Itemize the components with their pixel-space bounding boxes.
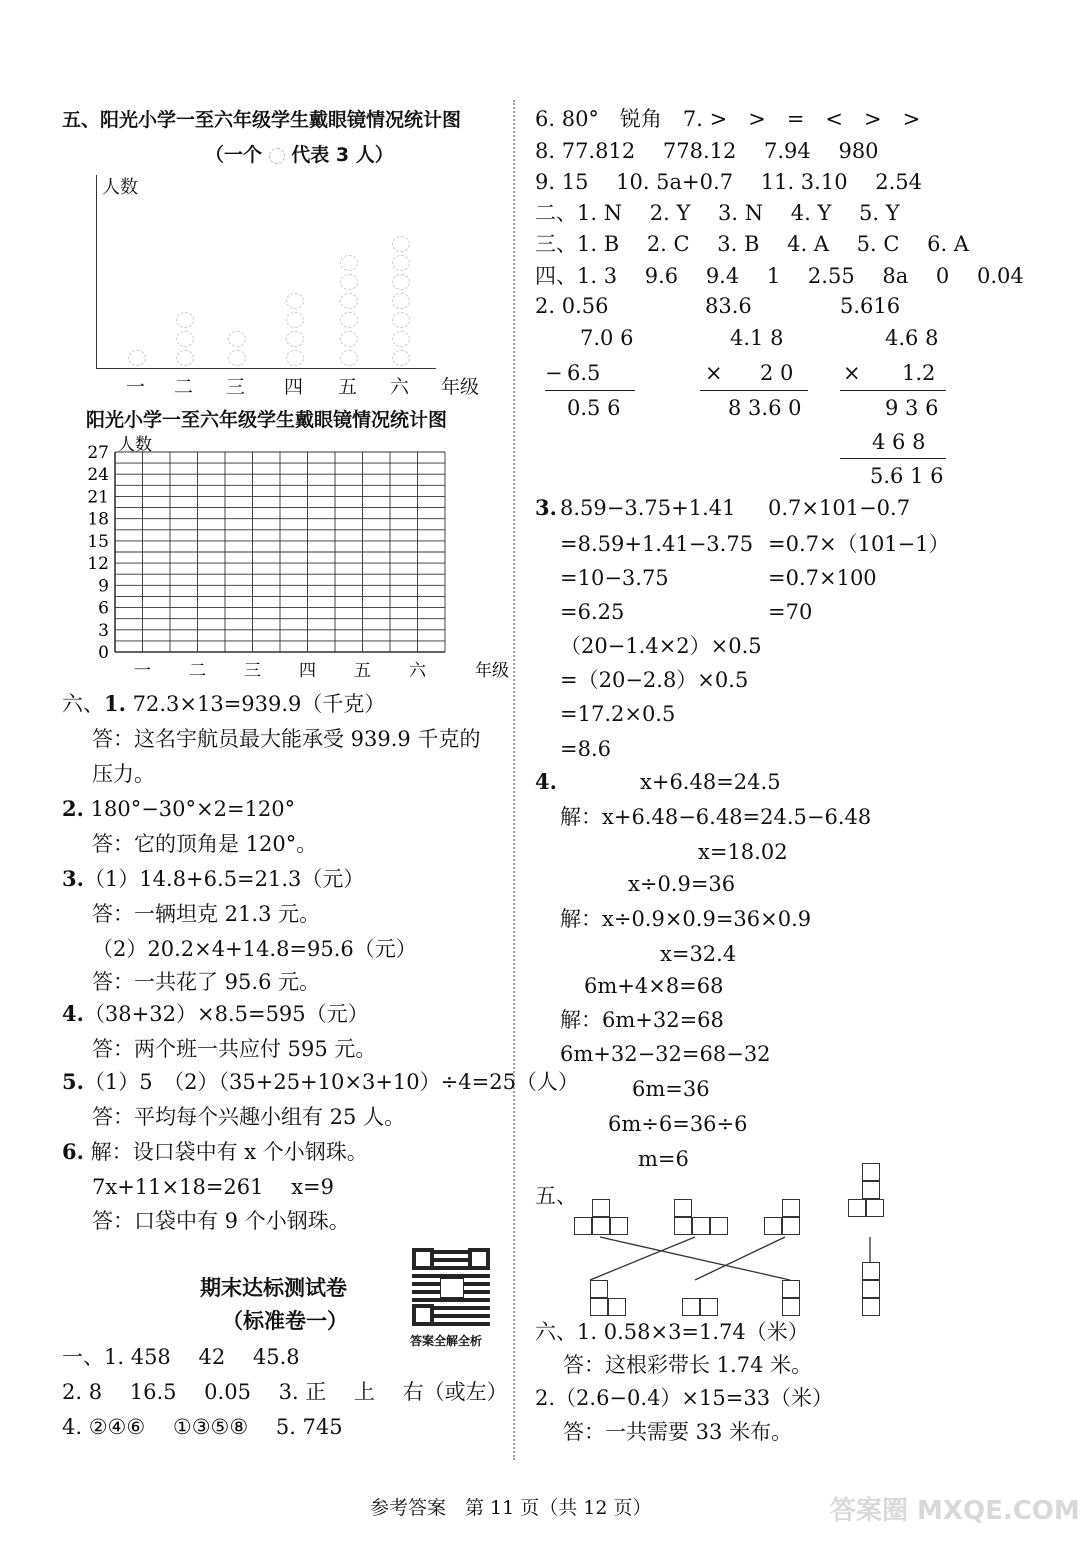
pictograph-icon <box>340 274 358 290</box>
pictograph-icon <box>392 312 410 328</box>
answer-line: 三、1. B 2. C 3. B 4. A 5. C 6. A <box>535 232 969 256</box>
answer-text: 解：设口袋中有 x 个小钢珠。 <box>83 1140 368 1164</box>
calc-step: =70 <box>768 600 813 624</box>
answer-text: 压力。 <box>92 762 155 786</box>
answer-text: 72.3×13=939.9（千克） <box>125 692 386 716</box>
answer-line <box>92 900 320 928</box>
answer-number: 6. <box>62 1139 84 1164</box>
equation-step: x+6.48=24.5 <box>640 770 781 794</box>
answer-line <box>92 935 417 963</box>
answer-line: 答：一共需要 33 米布。 <box>563 1420 793 1444</box>
pictograph-icon <box>286 350 304 366</box>
section5-subtitle: （一个 代表 3 人） <box>205 144 394 166</box>
y-tick-label: 24 <box>87 465 109 486</box>
answer-line <box>92 1103 405 1131</box>
pictograph-icon <box>392 293 410 309</box>
equation-step: m=6 <box>638 1147 689 1171</box>
equation-step: x=32.4 <box>660 942 737 966</box>
y-tick-label: 15 <box>87 531 109 552</box>
q4-label: 4. <box>535 769 557 794</box>
answer-line <box>92 1035 376 1063</box>
s5-label: 五、 <box>535 1184 577 1208</box>
x-tick-label: 二 <box>189 661 206 681</box>
pictograph-icon <box>286 331 304 347</box>
equation-step: 6m+32−32=68−32 <box>560 1042 771 1066</box>
vertical-calc-1: 7.0 6 − 6.5 0.5 6 <box>545 326 634 420</box>
dot-legend-icon <box>269 148 285 164</box>
pic-ylabel: 人数 <box>102 177 138 198</box>
answer-line: 四、1. 3 9.6 9.4 1 2.55 8a 0 0.04 <box>535 264 1024 288</box>
calc-step: 8.59−3.75+1.41 <box>560 496 736 520</box>
pictograph-icon <box>176 331 194 347</box>
pictograph-icon <box>392 274 410 290</box>
equation-step: x=18.02 <box>698 840 788 864</box>
pic-category-label: 六 <box>390 376 410 398</box>
ans-line-1: 一、1. 458 42 45.8 <box>62 1345 300 1369</box>
pictograph-chart <box>96 175 486 398</box>
y-tick-label: 21 <box>87 487 109 508</box>
grid-chart-title: 阳光小学一至六年级学生戴眼镜情况统计图 <box>86 409 448 431</box>
answer-line: 答：这根彩带长 1.74 米。 <box>563 1353 813 1377</box>
answer-text: （1）5 （2）（35+25+10×3+10）÷4=25（人） <box>83 1070 579 1094</box>
vertical-calc-2: 4.1 8 × 2 0 8 3.6 0 <box>700 326 820 436</box>
answer-text: 答：口袋中有 9 个小钢珠。 <box>92 1209 350 1233</box>
ans-line-3: 4. ②④⑥ ①③⑤⑧ 5. 745 <box>62 1415 343 1439</box>
y-tick-label: 6 <box>98 598 109 619</box>
answer-line: 9. 15 10. 5a+0.7 11. 3.10 2.54 <box>535 170 922 194</box>
pictograph-icon <box>340 312 358 328</box>
answer-number: 3. <box>62 866 84 891</box>
y-tick-label: 3 <box>98 620 109 641</box>
y-tick-label: 12 <box>87 554 109 575</box>
section5-title: 五、阳光小学一至六年级学生戴眼镜情况统计图 <box>62 109 462 131</box>
calc-step: =10−3.75 <box>560 566 669 590</box>
answer-number: 5. <box>62 1069 84 1094</box>
answer-line <box>92 968 320 996</box>
q2-answer-c: 5.616 <box>840 294 901 318</box>
pictograph-icon <box>340 293 358 309</box>
pictograph-icon <box>228 331 246 347</box>
answer-line <box>92 760 155 788</box>
pictograph-icon <box>340 350 358 366</box>
pictograph-icon <box>340 255 358 271</box>
answer-line <box>92 1207 350 1235</box>
calc-step: =0.7×100 <box>768 566 877 590</box>
equation-step: x÷0.9=36 <box>628 872 736 896</box>
x-tick-label: 四 <box>299 661 316 681</box>
y-tick-label: 27 <box>87 443 109 463</box>
answer-line: 六、1. 0.58×3=1.74（米） <box>535 1320 809 1344</box>
pictograph-icon <box>228 350 246 366</box>
column-divider <box>513 100 515 1460</box>
calc-step: =8.59+1.41−3.75 <box>560 532 754 556</box>
pic-xlabel: 年级 <box>441 376 480 398</box>
pic-category-label: 五 <box>338 376 358 398</box>
answer-line: 2.（2.6−0.4）×15=33（米） <box>535 1386 834 1410</box>
pictograph-icon <box>340 331 358 347</box>
answer-text: （1）14.8+6.5=21.3（元） <box>83 867 365 891</box>
equation-step: 6m+4×8=68 <box>584 974 724 998</box>
answer-prefix: 六、 <box>62 692 104 716</box>
answer-line <box>62 1138 368 1166</box>
pic-category-label: 四 <box>284 376 304 398</box>
pictograph-icon <box>392 255 410 271</box>
answer-text: 答：一辆坦克 21.3 元。 <box>92 902 321 926</box>
calc-step: =6.25 <box>560 600 625 624</box>
pictograph-icon <box>176 350 194 366</box>
y-tick-label: 18 <box>87 509 109 530</box>
y-tick-label: 9 <box>98 576 109 597</box>
q2-answer-b: 83.6 <box>705 294 752 318</box>
answer-text: （38+32）×8.5=595（元） <box>83 1002 369 1026</box>
answer-number: 1. <box>104 691 126 716</box>
pictograph-icon <box>128 350 146 366</box>
pictograph-icon <box>392 331 410 347</box>
answer-line <box>62 690 385 718</box>
calc-step: =17.2×0.5 <box>560 702 676 726</box>
pictograph-icon <box>176 312 194 328</box>
y-tick-label: 0 <box>98 643 109 663</box>
pic-category-label: 一 <box>126 376 146 398</box>
vertical-calc-3: 4.6 8 × 1.2 9 3 6 4 6 8 5.6 1 6 <box>840 326 950 496</box>
answer-line <box>62 1068 579 1096</box>
pictograph-icon <box>392 236 410 252</box>
qr-code[interactable] <box>412 1248 490 1326</box>
equation-step: 解：6m+32=68 <box>560 1008 724 1032</box>
x-tick-label: 五 <box>354 661 371 681</box>
exam-subtitle: （标准卷一） <box>222 1309 348 1333</box>
equation-step: 6m=36 <box>632 1077 710 1101</box>
answer-line: 8. 77.812 778.12 7.94 980 <box>535 139 879 163</box>
answer-text: 答：平均每个兴趣小组有 25 人。 <box>92 1105 406 1129</box>
x-tick-label: 一 <box>134 661 151 681</box>
answer-line <box>62 865 364 893</box>
y-axis-label: 人数 <box>118 435 152 455</box>
answer-text: 答：这名宇航员最大能承受 939.9 千克的 <box>92 727 481 751</box>
calc-step: =0.7×（101−1） <box>768 532 950 556</box>
calc-step: =（20−2.8）×0.5 <box>560 668 749 692</box>
calc-step: 0.7×101−0.7 <box>768 496 911 520</box>
pictograph-icon <box>286 312 304 328</box>
answer-text: 7x+11×18=261 x=9 <box>92 1175 334 1199</box>
pictograph-icon <box>286 293 304 309</box>
x-tick-label: 三 <box>244 661 261 681</box>
answer-text: 答：两个班一共应付 595 元。 <box>92 1037 377 1061</box>
page-footer: 参考答案 第 11 页（共 12 页） <box>370 1497 652 1519</box>
q2-label: 2. 0.56 <box>535 294 609 318</box>
answer-line <box>62 795 295 823</box>
answer-line <box>92 725 480 753</box>
pic-category-label: 二 <box>174 376 194 398</box>
answer-line <box>92 1173 334 1201</box>
answer-text: 答：它的顶角是 120°。 <box>92 832 318 856</box>
answer-line: 二、1. N 2. Y 3. N 4. Y 5. Y <box>535 201 900 225</box>
pictograph-icon <box>392 350 410 366</box>
exam-title: 期末达标测试卷 <box>200 1276 347 1300</box>
equation-step: 解：x÷0.9×0.9=36×0.9 <box>560 907 812 931</box>
watermark-logo: 答案圈 MXQE.COM <box>830 1496 1080 1526</box>
equation-step: 6m÷6=36÷6 <box>608 1112 748 1136</box>
q3-label: 3. <box>535 495 557 520</box>
x-axis-label: 年级 <box>475 661 509 681</box>
answer-text: 180°−30°×2=120° <box>83 797 296 821</box>
grid-chart <box>85 432 509 682</box>
calc-step: =8.6 <box>560 737 611 761</box>
x-tick-label: 六 <box>409 661 426 681</box>
pic-category-label: 三 <box>226 376 246 398</box>
answer-text: 答：一共花了 95.6 元。 <box>92 970 321 994</box>
answer-number: 4. <box>62 1001 84 1026</box>
answer-line: 6. 80° 锐角 7. > > = < > > <box>535 107 921 131</box>
equation-step: 解：x+6.48−6.48=24.5−6.48 <box>560 805 872 829</box>
answer-line <box>62 1000 369 1028</box>
qr-caption: 答案全解全析 <box>410 1334 483 1348</box>
answer-number: 2. <box>62 796 84 821</box>
answer-line <box>92 830 317 858</box>
answer-text: （2）20.2×4+14.8=95.6（元） <box>92 937 417 961</box>
ans-line-2: 2. 8 16.5 0.05 3. 正 上 右（或左） <box>62 1380 508 1404</box>
cube-figures <box>570 1185 910 1315</box>
calc-step: （20−1.4×2）×0.5 <box>560 634 762 658</box>
